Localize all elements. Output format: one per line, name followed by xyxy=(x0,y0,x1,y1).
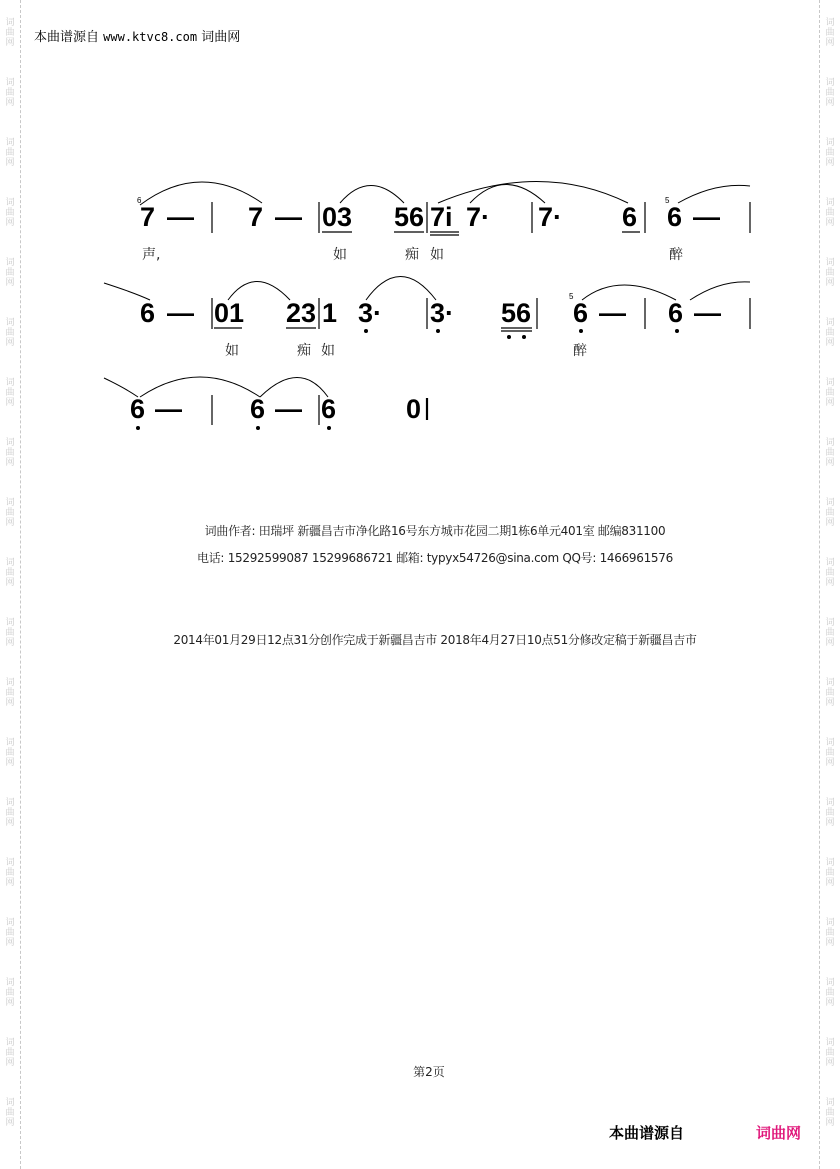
watermark-text: 词 曲 网 xyxy=(825,738,835,768)
score-note: 7· xyxy=(538,202,563,232)
lyric: 醉 xyxy=(669,247,683,263)
watermark-text: 词 曲 网 xyxy=(5,438,15,468)
watermark-text: 词 曲 网 xyxy=(825,1038,835,1068)
watermark-text: 词 曲 网 xyxy=(5,78,15,108)
slur xyxy=(470,185,545,204)
score-note: 6 xyxy=(140,298,156,328)
slur xyxy=(366,277,436,301)
score-note: 56 xyxy=(501,298,532,328)
grace-note: 6 xyxy=(137,196,142,205)
watermark-text: 词 曲 网 xyxy=(5,318,15,348)
score-note: 7· xyxy=(466,202,491,232)
watermark-text: 词 曲 网 xyxy=(825,978,835,1008)
score-note: 6 xyxy=(321,394,337,424)
watermark-text: 词 曲 网 xyxy=(825,138,835,168)
score-note: 6 xyxy=(573,298,589,328)
score-note: 03 xyxy=(322,202,353,232)
grace-note: 5 xyxy=(569,292,574,301)
author-info: 词曲作者: 田瑞坪 新疆昌吉市净化路16号东方城市花园二期1栋6单元401室 邮编831100 xyxy=(204,524,666,538)
score-note: 7 xyxy=(140,202,156,232)
watermark-text: 词 曲 网 xyxy=(5,678,15,708)
header-url[interactable]: www.ktvc8.com xyxy=(103,30,198,44)
watermark-text: 词 曲 网 xyxy=(825,258,835,288)
watermark-text: 词 曲 网 xyxy=(825,78,835,108)
watermark-text: 词 曲 网 xyxy=(825,18,835,48)
score-note: 6 xyxy=(622,202,638,232)
lyric: 醉 xyxy=(573,343,587,359)
watermark-text: 词 曲 网 xyxy=(5,618,15,648)
score-row-2 xyxy=(140,292,721,339)
slur xyxy=(678,185,750,203)
watermark-text: 词 曲 网 xyxy=(5,1098,15,1128)
contact-info: 电话: 15292599087 15299686721 邮箱: typyx54726@sina.com QQ号: 1466961576 xyxy=(197,551,673,565)
watermark-text: 词 曲 网 xyxy=(825,498,835,528)
watermark-text: 词 曲 网 xyxy=(825,678,835,708)
score-note: 6 xyxy=(250,394,266,424)
score-note: 56 xyxy=(394,202,425,232)
score-note: — xyxy=(167,202,194,232)
watermark-text: 词 曲 网 xyxy=(825,918,835,948)
score-row-3 xyxy=(130,394,421,430)
lyric: 如 xyxy=(225,343,239,359)
score-note: — xyxy=(275,394,302,424)
footer-site-link[interactable]: 词曲网 xyxy=(756,1124,802,1142)
lyric: 声, xyxy=(142,247,161,263)
score-note: 6 xyxy=(667,202,683,232)
header-site-name: 词曲网 xyxy=(201,30,241,45)
watermark-text: 词 曲 网 xyxy=(825,1098,835,1128)
watermark-text: 词 曲 网 xyxy=(5,858,15,888)
score-note: 6 xyxy=(130,394,146,424)
watermark-text: 词 曲 网 xyxy=(5,378,15,408)
lyric: 如 xyxy=(430,247,444,263)
score-note: 7i xyxy=(430,202,453,232)
watermark-text: 词 曲 网 xyxy=(825,858,835,888)
lyric: 痴 xyxy=(405,247,419,263)
score-note: 01 xyxy=(214,298,245,328)
grace-note: 5 xyxy=(665,196,670,205)
watermark-text: 词 曲 网 xyxy=(825,558,835,588)
lyric: 如 xyxy=(321,343,335,359)
slur xyxy=(582,285,676,300)
watermark-text: 词 曲 网 xyxy=(5,918,15,948)
page-number: 第2页 xyxy=(413,1065,445,1079)
watermark-text: 词 曲 网 xyxy=(5,138,15,168)
watermark-text: 词 曲 网 xyxy=(825,198,835,228)
watermark-text: 词 曲 网 xyxy=(825,438,835,468)
watermark-text: 词 曲 网 xyxy=(825,318,835,348)
lyrics-row-1 xyxy=(142,247,684,263)
score-note: 23 xyxy=(286,298,317,328)
score-note: — xyxy=(694,298,721,328)
score-note: 1 xyxy=(322,298,338,328)
score-note: — xyxy=(275,202,302,232)
watermark-text: 词 曲 网 xyxy=(5,798,15,828)
score-note: — xyxy=(693,202,720,232)
header-site-label: 本曲谱源自 xyxy=(34,30,100,45)
low-octave-dots xyxy=(136,426,331,430)
watermark-text: 词 曲 网 xyxy=(5,558,15,588)
score-note: — xyxy=(167,298,194,328)
watermark-text: 词 曲 网 xyxy=(5,258,15,288)
watermark-text: 词 曲 网 xyxy=(825,618,835,648)
watermark-text: 词 曲 网 xyxy=(825,378,835,408)
watermark-text: 词 曲 网 xyxy=(5,198,15,228)
score-note: — xyxy=(599,298,626,328)
lyrics-row-2 xyxy=(225,343,588,359)
watermark-text: 词 曲 网 xyxy=(5,978,15,1008)
score-note: 6 xyxy=(668,298,684,328)
lyric: 痴 xyxy=(297,343,311,359)
score-note: — xyxy=(155,394,182,424)
watermark-text: 词 曲 网 xyxy=(5,498,15,528)
score-row-1 xyxy=(137,196,720,232)
score-note: 3· xyxy=(430,298,455,328)
lyric: 如 xyxy=(333,247,347,263)
slur xyxy=(340,186,404,204)
numbered-musical-score xyxy=(0,0,840,460)
watermark-text: 词 曲 网 xyxy=(5,18,15,48)
score-note: 0 xyxy=(406,394,422,424)
slur xyxy=(140,182,262,205)
slur xyxy=(438,182,628,204)
watermark-text: 词 曲 网 xyxy=(825,798,835,828)
date-info: 2014年01月29日12点31分创作完成于新疆昌吉市 2018年4月27日10点51分修改定稿于新疆昌吉市 xyxy=(173,633,697,647)
watermark-text: 词 曲 网 xyxy=(5,738,15,768)
footer-source-label: 本曲谱源自 xyxy=(609,1124,685,1142)
score-note: 7 xyxy=(248,202,264,232)
score-note: 3· xyxy=(358,298,383,328)
watermark-text: 词 曲 网 xyxy=(5,1038,15,1068)
